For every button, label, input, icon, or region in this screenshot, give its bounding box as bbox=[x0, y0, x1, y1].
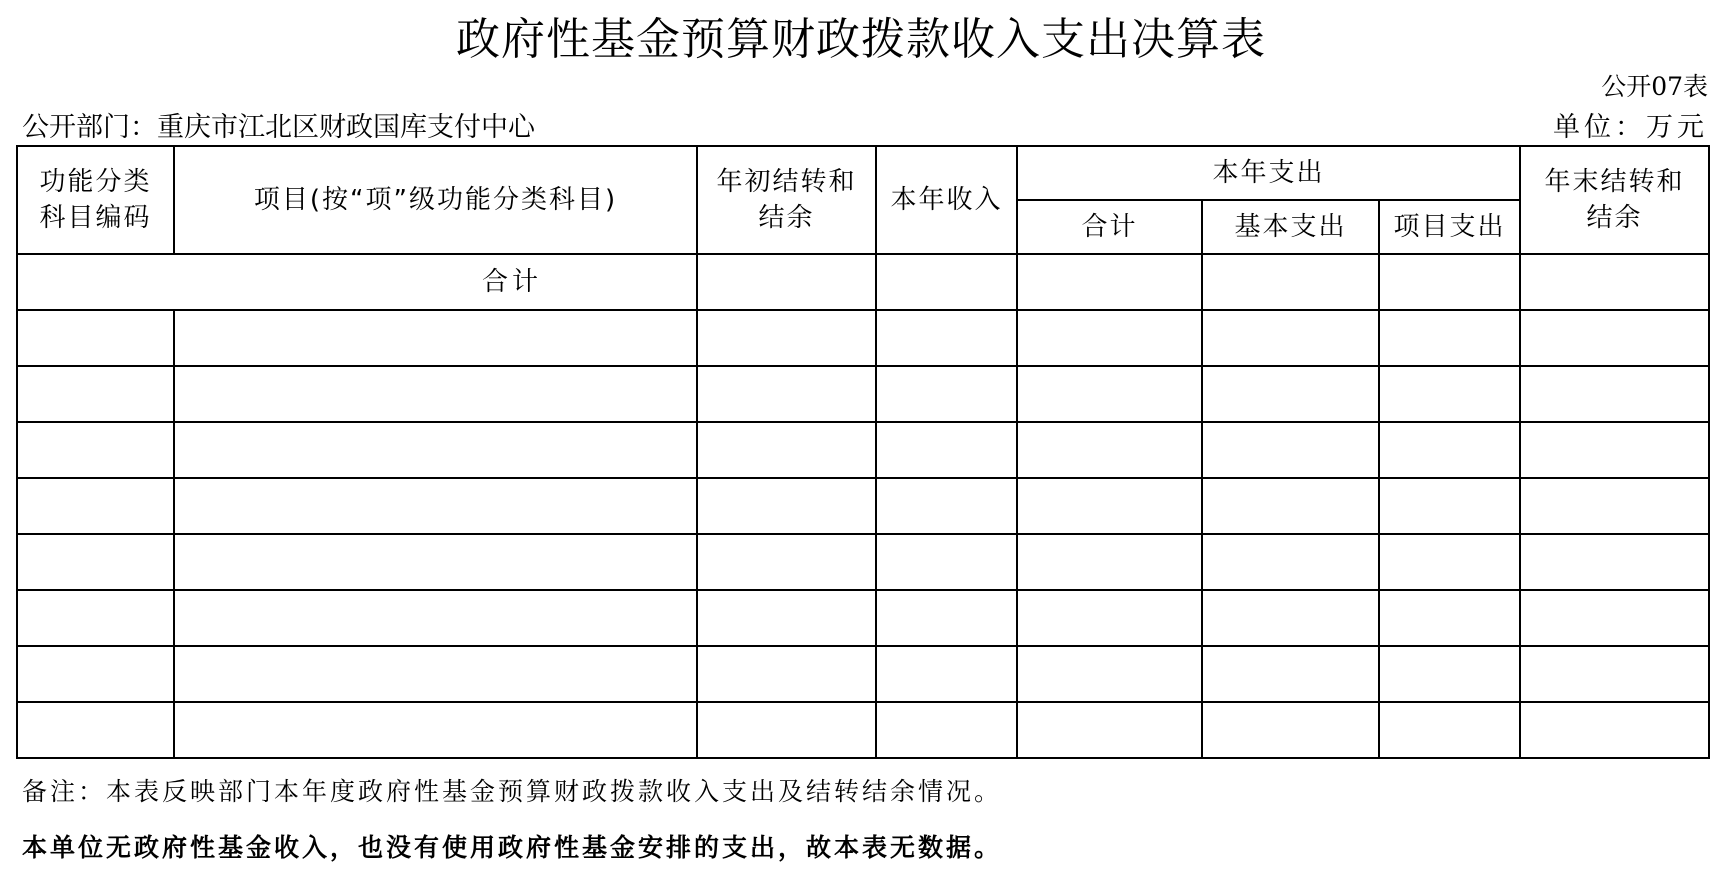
remark-note: 备注：本表反映部门本年度政府性基金预算财政拨款收入支出及结转结余情况。 bbox=[22, 777, 1003, 806]
cell-project-expenditure bbox=[1379, 534, 1520, 590]
header-closing-balance: 年末结转和 结余 bbox=[1520, 146, 1709, 254]
cell-code bbox=[17, 366, 174, 422]
cell-opening-balance bbox=[697, 534, 876, 590]
header-expenditure-total: 合计 bbox=[1017, 200, 1202, 254]
cell-closing-balance bbox=[1520, 702, 1709, 758]
total-basic-expenditure bbox=[1202, 254, 1379, 310]
unit-label: 单位：万元 bbox=[1553, 112, 1708, 143]
cell-closing-balance bbox=[1520, 478, 1709, 534]
cell-basic-expenditure bbox=[1202, 478, 1379, 534]
table-row bbox=[17, 646, 1709, 702]
cell-code bbox=[17, 422, 174, 478]
table-body bbox=[17, 146, 1709, 758]
cell-basic-expenditure bbox=[1202, 366, 1379, 422]
cell-closing-balance bbox=[1520, 590, 1709, 646]
cell-item bbox=[174, 310, 697, 366]
budget-table bbox=[16, 145, 1710, 759]
total-row bbox=[17, 254, 1709, 310]
table-row bbox=[17, 310, 1709, 366]
notes bbox=[22, 772, 1002, 868]
cell-expenditure-total bbox=[1017, 646, 1202, 702]
total-project-expenditure bbox=[1379, 254, 1520, 310]
cell-closing-balance bbox=[1520, 534, 1709, 590]
cell-item bbox=[174, 590, 697, 646]
cell-basic-expenditure bbox=[1202, 702, 1379, 758]
cell-income bbox=[876, 366, 1017, 422]
header-item: 项目(按“项”级功能分类科目) bbox=[174, 146, 697, 254]
cell-expenditure-total bbox=[1017, 590, 1202, 646]
header-project-expenditure: 项目支出 bbox=[1379, 200, 1520, 254]
cell-basic-expenditure bbox=[1202, 646, 1379, 702]
cell-basic-expenditure bbox=[1202, 534, 1379, 590]
cell-expenditure-total bbox=[1017, 422, 1202, 478]
cell-opening-balance bbox=[697, 310, 876, 366]
cell-income bbox=[876, 590, 1017, 646]
cell-opening-balance bbox=[697, 478, 876, 534]
table-row bbox=[17, 422, 1709, 478]
cell-opening-balance bbox=[697, 590, 876, 646]
cell-item bbox=[174, 478, 697, 534]
table-row bbox=[17, 478, 1709, 534]
cell-project-expenditure bbox=[1379, 310, 1520, 366]
total-label: 合计 bbox=[17, 254, 697, 310]
cell-basic-expenditure bbox=[1202, 422, 1379, 478]
statement-note: 本单位无政府性基金收入，也没有使用政府性基金安排的支出，故本表无数据。 bbox=[22, 833, 1003, 862]
cell-code bbox=[17, 310, 174, 366]
cell-income bbox=[876, 422, 1017, 478]
cell-income bbox=[876, 702, 1017, 758]
cell-income bbox=[876, 310, 1017, 366]
cell-basic-expenditure bbox=[1202, 310, 1379, 366]
cell-expenditure-total bbox=[1017, 478, 1202, 534]
cell-project-expenditure bbox=[1379, 366, 1520, 422]
table-row bbox=[17, 534, 1709, 590]
cell-item bbox=[174, 422, 697, 478]
header-income: 本年收入 bbox=[876, 146, 1017, 254]
cell-income bbox=[876, 478, 1017, 534]
cell-closing-balance bbox=[1520, 646, 1709, 702]
total-income bbox=[876, 254, 1017, 310]
cell-income bbox=[876, 646, 1017, 702]
cell-item bbox=[174, 534, 697, 590]
header-basic-expenditure: 基本支出 bbox=[1202, 200, 1379, 254]
cell-expenditure-total bbox=[1017, 310, 1202, 366]
table-row bbox=[17, 702, 1709, 758]
cell-opening-balance bbox=[697, 702, 876, 758]
cell-project-expenditure bbox=[1379, 590, 1520, 646]
total-closing-balance bbox=[1520, 254, 1709, 310]
report-title: 政府性基金预算财政拨款收入支出决算表 bbox=[456, 14, 1266, 65]
cell-income bbox=[876, 534, 1017, 590]
cell-opening-balance bbox=[697, 366, 876, 422]
cell-expenditure-total bbox=[1017, 366, 1202, 422]
cell-project-expenditure bbox=[1379, 646, 1520, 702]
cell-item bbox=[174, 646, 697, 702]
cell-code bbox=[17, 646, 174, 702]
cell-code bbox=[17, 702, 174, 758]
table-row bbox=[17, 590, 1709, 646]
cell-closing-balance bbox=[1520, 310, 1709, 366]
cell-opening-balance bbox=[697, 646, 876, 702]
cell-expenditure-total bbox=[1017, 702, 1202, 758]
cell-project-expenditure bbox=[1379, 422, 1520, 478]
cell-item bbox=[174, 366, 697, 422]
header-code: 功能分类 科目编码 bbox=[17, 146, 174, 254]
total-expenditure bbox=[1017, 254, 1202, 310]
cell-code bbox=[17, 478, 174, 534]
cell-project-expenditure bbox=[1379, 478, 1520, 534]
cell-project-expenditure bbox=[1379, 702, 1520, 758]
cell-code bbox=[17, 534, 174, 590]
total-opening-balance bbox=[697, 254, 876, 310]
department-label: 公开部门：重庆市江北区财政国库支付中心 bbox=[22, 112, 535, 143]
cell-opening-balance bbox=[697, 422, 876, 478]
cell-basic-expenditure bbox=[1202, 590, 1379, 646]
cell-closing-balance bbox=[1520, 422, 1709, 478]
header-row-1 bbox=[17, 146, 1709, 200]
table-number: 公开07表 bbox=[1601, 72, 1708, 101]
table-row bbox=[17, 366, 1709, 422]
cell-code bbox=[17, 590, 174, 646]
cell-closing-balance bbox=[1520, 366, 1709, 422]
cell-expenditure-total bbox=[1017, 534, 1202, 590]
cell-item bbox=[174, 702, 697, 758]
header-opening-balance: 年初结转和 结余 bbox=[697, 146, 876, 254]
header-expenditure-group: 本年支出 bbox=[1017, 146, 1520, 200]
